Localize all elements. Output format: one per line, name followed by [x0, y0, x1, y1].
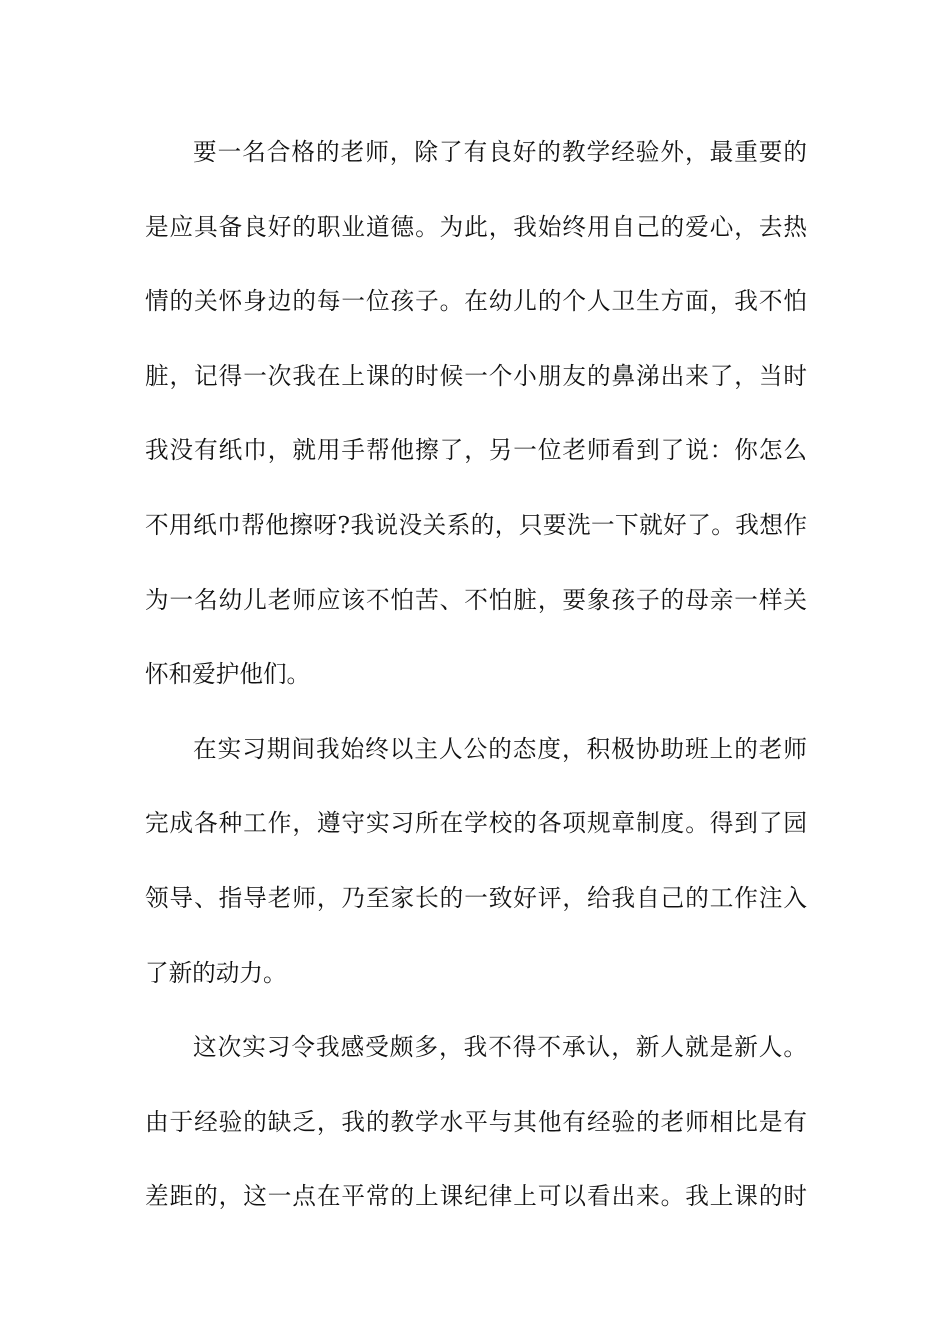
text-line: 是应具备良好的职业道德。为此，我始终用自己的爱心，去热 — [145, 212, 807, 241]
text-line: 完成各种工作，遵守实习所在学校的各项规章制度。得到了园 — [145, 809, 807, 838]
text-line: 了新的动力。 — [145, 958, 287, 987]
document-body — [145, 132, 807, 1251]
text-line: 脏，记得一次我在上课的时候一个小朋友的鼻涕出来了，当时 — [145, 361, 807, 390]
text-line: 我没有纸巾，就用手帮他擦了，另一位老师看到了说：你怎么 — [145, 436, 807, 465]
text-line: 这次实习令我感受颇多，我不得不承认，新人就是新人。 — [193, 1033, 807, 1062]
text-line: 领导、指导老师，乃至家长的一致好评，给我自己的工作注入 — [145, 883, 807, 912]
paragraph-2 — [145, 729, 807, 1027]
text-line: 差距的，这一点在平常的上课纪律上可以看出来。我上课的时 — [145, 1182, 807, 1211]
text-line: 不用纸巾帮他擦呀?我说没关系的，只要洗一下就好了。我想作 — [145, 510, 807, 539]
text-line: 情的关怀身边的每一位孩子。在幼儿的个人卫生方面，我不怕 — [145, 287, 807, 316]
paragraph-3 — [145, 1027, 807, 1251]
text-line: 由于经验的缺乏，我的教学水平与其他有经验的老师相比是有 — [145, 1107, 807, 1136]
paragraph-1 — [145, 132, 807, 729]
text-line: 在实习期间我始终以主人公的态度，积极协助班上的老师 — [193, 734, 807, 763]
text-line: 要一名合格的老师，除了有良好的教学经验外，最重要的 — [193, 138, 807, 166]
text-line: 为一名幼儿老师应该不怕苦、不怕脏，要象孩子的母亲一样关 — [145, 585, 807, 614]
text-line: 怀和爱护他们。 — [145, 660, 311, 689]
